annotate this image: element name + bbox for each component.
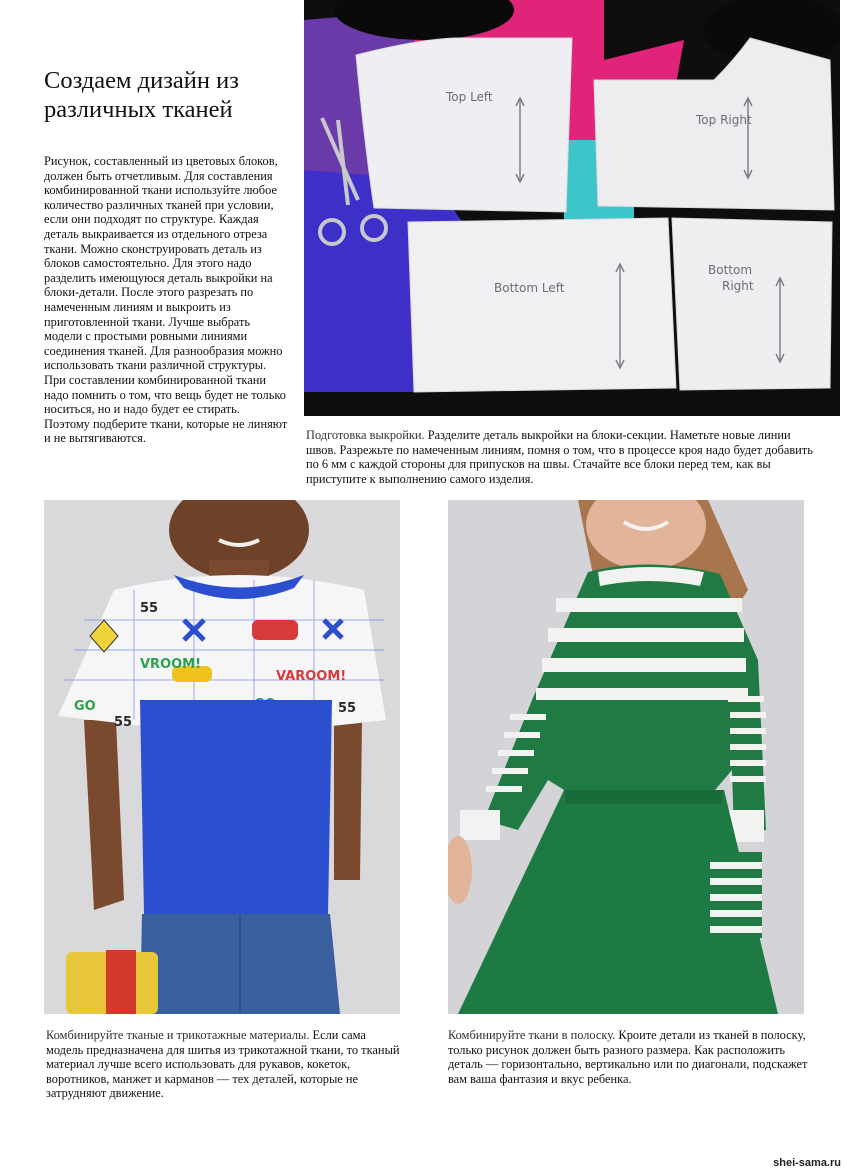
print-text-2: VROOM! bbox=[140, 657, 202, 672]
caption-body: Разделите деталь выкройки на блоки-секции. Наметьте новые линии швов. Разрежьте по намеченным линиям, помня о том, что в процессе кроя надо будет добавить по 6 мм с каждой стороны для припусков на швы. Стачайте все блоки перед тем, как вы приступите к выполнению самого изделия. bbox=[306, 428, 813, 486]
caption-lead: Комбинируйте тканые и трикотажные материалы. bbox=[46, 1028, 310, 1042]
blue-tshirt-body bbox=[140, 700, 332, 914]
print-text-4: GO bbox=[74, 699, 96, 714]
page-title: Создаем дизайн из различных тканей bbox=[44, 67, 239, 123]
label-top-left: Top Left bbox=[446, 90, 493, 104]
boy-tshirt-illustration bbox=[44, 500, 400, 1014]
pattern-bottom-left bbox=[408, 218, 676, 392]
pattern-pieces-photo bbox=[304, 0, 840, 416]
intro-text: Рисунок, составленный из цветовых блоков, должен быть отчетливым. Для составления комбинированной ткани используйте любое количество различных тканей при условии, если они подходят по структуре. Каждая деталь выкраивается из отдельного отреза ткани. Можно сконструировать деталь из блоков самостоятельно. Для этого надо разделить имеющуюся деталь выкройки на блоки-детали. После этого разрезать по намеченным линиям и выкроить из приготовленной ткани. Лучше выбрать модели с простыми ровными линиями соединения тканей. Для разнообразия можно использовать ткани различной структуры. При составлении комбинированной ткани надо помнить о том, что вещь будет не только носиться, но и надо будет ее стирать. Поэтому подберите ткани, которые не линяют и не вытягиваются. bbox=[44, 154, 288, 446]
print-text-7: 55 bbox=[338, 701, 357, 716]
caption-woven-knit bbox=[46, 1028, 402, 1101]
print-text-5: 55 bbox=[114, 715, 133, 730]
caption-striped-fabric bbox=[448, 1028, 814, 1086]
caption-body: Если сама модель предназначена для шитья из трикотажной ткани, то тканый материал лучше всего использовать для рукавов, кокеток, воротников, манжет и карманов — тех деталей, которые не затрудняют движение. bbox=[46, 1028, 400, 1101]
print-text-1: 55 bbox=[140, 601, 159, 616]
label-bottom-right-line2: Right bbox=[722, 279, 754, 293]
boy-tshirt-photo bbox=[44, 500, 400, 1014]
caption-body: Кроите детали из тканей в полоску, только рисунок должен быть разного размера. Как расположить деталь — горизонтально, вертикально или по диагонали, подскажет вам ваша фантазия и вкус ребенка. bbox=[448, 1028, 808, 1086]
label-bottom-left: Bottom Left bbox=[494, 281, 565, 295]
caption-lead: Комбинируйте ткани в полоску. bbox=[448, 1028, 616, 1042]
label-top-right: Top Right bbox=[696, 113, 752, 127]
girl-outfit-illustration bbox=[448, 500, 804, 1014]
pattern-top-left bbox=[356, 38, 572, 212]
pattern-bottom-right bbox=[672, 218, 832, 390]
caption-pattern-preparation bbox=[306, 428, 816, 486]
site-watermark: shei-sama.ru bbox=[773, 1157, 841, 1169]
girl-striped-outfit-photo bbox=[448, 500, 804, 1014]
label-bottom-right-line1: Bottom bbox=[708, 263, 753, 277]
pattern-pieces-illustration bbox=[304, 0, 840, 416]
caption-lead: Подготовка выкройки. bbox=[306, 428, 425, 442]
print-text-3: VAROOM! bbox=[276, 669, 347, 684]
